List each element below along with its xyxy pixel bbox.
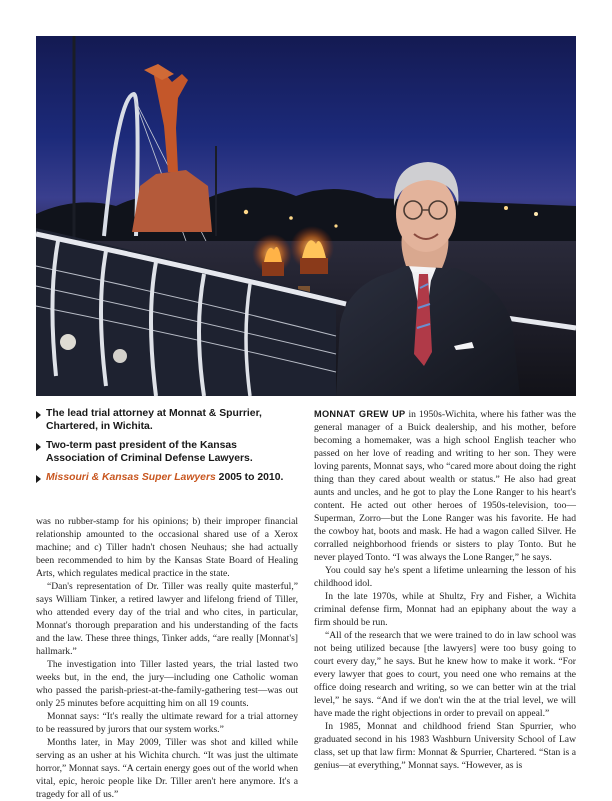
body-column-left xyxy=(36,515,298,801)
statue-headdress xyxy=(144,64,174,80)
triangle-bullet-icon xyxy=(36,443,41,451)
highlight-emphasis: Missouri & Kansas Super Lawyers xyxy=(46,472,216,484)
body-paragraph: was no rubber-stamp for his opinions; b) their improper financial relationship amounted to the occasional shared use of a Xerox machine; and c) Tiller hadn't chosen Neuhaus; she had actually been recommended to him by the Kansas State Board of Healing Arts, which regulates medical practice in the state. xyxy=(36,516,298,579)
body-column-right xyxy=(314,408,576,772)
highlight-text xyxy=(46,472,283,485)
highlight-text: The lead trial attorney at Monnat & Spurrier, Chartered, in Wichita. xyxy=(46,408,262,432)
rock-base xyxy=(132,170,212,232)
body-paragraph: “All of the research that we were trained to do in law school was not being utilized because [the lawyers] were too busy going to court every day,” he says. But he knew how to make it work. “For every lawyer that goes to court, you need one who remains at the office doing research and writing, so we can better win at the trial level,” he says. “And if we don't win the at the trial level, we will have made the right objections in order to prevail on appeal.” xyxy=(314,630,576,719)
deck-light xyxy=(113,349,127,363)
body-paragraph: The investigation into Tiller lasted years, the trial lasted two weeks but, in the end, the jury—including one Catholic woman who passed the parish-priest-at-the-family-gathering test—was out only 25 minutes before acquitting him on all 19 counts. xyxy=(36,659,298,709)
fire-pot xyxy=(262,262,284,276)
highlights-list xyxy=(36,408,294,492)
highlight-item xyxy=(36,408,294,433)
photo-scene xyxy=(36,36,576,396)
triangle-bullet-icon xyxy=(36,475,41,483)
body-paragraph: Months later, in May 2009, Tiller was shot and killed while serving as an usher at his Wichita church. “It was just the ultimate horror,” Monnat says. “A certain energy goes out of the world when vital, epic, heroic people like Dr. Tiller aren't here anymore. It's a tragedy for all of us.” xyxy=(36,737,298,800)
street-light xyxy=(504,206,508,210)
section-runin-heading: MONNAT GREW UP xyxy=(314,409,406,419)
street-light xyxy=(334,224,337,227)
triangle-bullet-icon xyxy=(36,411,41,419)
body-paragraph: “Dan's representation of Dr. Tiller was really quite masterful,” says William Tinker, a retired lawyer and lifelong friend of Tiller, who attended every day of the trial and who cites, in particular, Monnat's thorough preparation and his understanding of the facts and the law. These three things, Tinker adds, “are really [Monnat's] hallmark.” xyxy=(36,581,298,657)
fire-pot xyxy=(300,258,328,274)
body-paragraph: In 1985, Monnat and childhood friend Stan Spurrier, who graduated second in his 1983 Washburn University School of Law class, set up that law firm: Monnat & Spurrier, Chartered. “Stan is a genius—at everything,” Monnat says. “However, as is xyxy=(314,721,576,771)
statue-figure xyxy=(154,70,188,172)
paragraph-text: in 1950s-Wichita, where his father was the general manager of a Buick dealership, and his mother, before becoming a homemaker, was a high school English teacher who passed on her love of reading and writing to her son. They were loving parents, Monnat says, who “cared more about doing the right thing than they cared about wealth or status.” He also had great aunts and uncles, and he got to play the Lone Ranger to his heart's content. He acted out other heroes of 1950s-television, too—Superman, Zorro—but the Lone Ranger was his favorite. He had the cowboy hat, boots and mask. He had a wagon called Silver. He corralled neighborhood friends or sisters to play Tonto. But he never played Tonto. “I was always the Lone Ranger,” he says. xyxy=(314,409,576,563)
body-paragraph xyxy=(314,408,576,564)
highlight-item xyxy=(36,440,294,465)
highlight-item xyxy=(36,472,294,485)
street-light xyxy=(534,212,538,216)
body-paragraph: You could say he's spent a lifetime unlearning the lesson of his childhood idol. xyxy=(314,565,576,589)
street-light xyxy=(289,216,293,220)
feature-photo xyxy=(36,36,576,396)
body-paragraph: In the late 1970s, while at Shultz, Fry and Fisher, a Wichita criminal defense firm, Monnat had an epiphany about the way a firm should be run. xyxy=(314,591,576,628)
street-light xyxy=(244,210,248,214)
deck-light xyxy=(60,334,76,350)
highlight-text: Two-term past president of the Kansas Association of Criminal Defense Lawyers. xyxy=(46,440,253,464)
highlight-suffix: 2005 to 2010. xyxy=(215,472,284,484)
body-paragraph: Monnat says: “It's really the ultimate reward for a trial attorney to be reassured by jurors that our system works.” xyxy=(36,711,298,735)
